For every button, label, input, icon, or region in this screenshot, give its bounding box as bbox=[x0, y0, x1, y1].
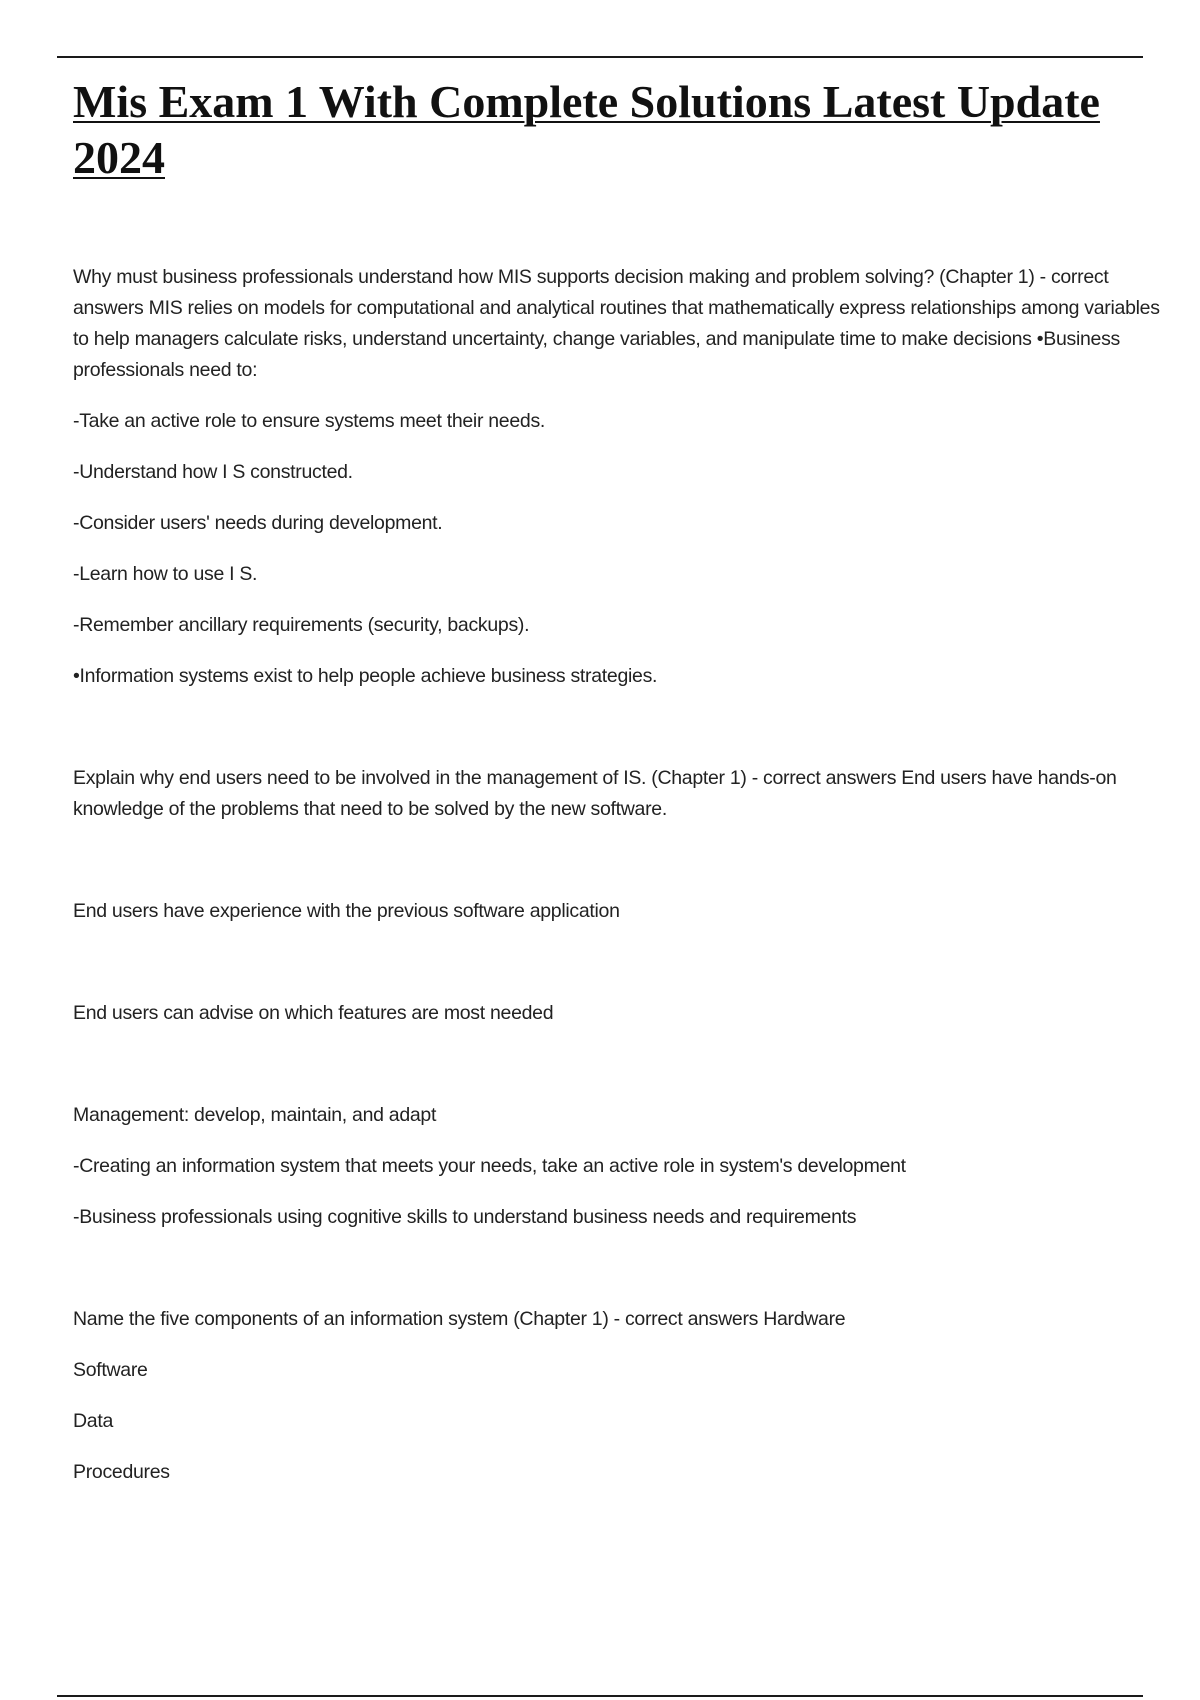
list-item: -Creating an information system that meets your needs, take an active role in system's development bbox=[73, 1155, 906, 1177]
list-item: •Information systems exist to help people achieve business strategies. bbox=[73, 665, 658, 687]
list-item: Procedures bbox=[73, 1461, 170, 1483]
list-item: -Remember ancillary requirements (security, backups). bbox=[73, 614, 530, 636]
list-item: -Understand how I S constructed. bbox=[73, 461, 353, 483]
paragraph: End users have experience with the previous software application bbox=[73, 900, 620, 922]
question-3-answer: Name the five components of an information system (Chapter 1) - correct answers Hardware bbox=[73, 1308, 846, 1330]
list-item: Software bbox=[73, 1359, 148, 1381]
document-body bbox=[73, 262, 1163, 1488]
list-item: Data bbox=[73, 1410, 113, 1432]
list-item: -Learn how to use I S. bbox=[73, 563, 258, 585]
paragraph: End users can advise on which features are most needed bbox=[73, 1002, 554, 1024]
top-divider bbox=[57, 56, 1143, 58]
bottom-divider bbox=[57, 1695, 1143, 1697]
question-1-answer: Why must business professionals understand how MIS supports decision making and problem solving? (Chapter 1) - correct answers MIS relies on models for computational and analytical routines that mathematically express relationships among variables to help managers calculate risks, understand uncertainty, change variables, and manipulate time to make decisions •Business professionals need to: bbox=[73, 266, 1160, 381]
document-title: Mis Exam 1 With Complete Solutions Latest Update 2024 bbox=[73, 76, 1100, 183]
paragraph: Management: develop, maintain, and adapt bbox=[73, 1104, 437, 1126]
list-item: -Consider users' needs during development. bbox=[73, 512, 443, 534]
list-item: -Take an active role to ensure systems meet their needs. bbox=[73, 410, 546, 432]
list-item: -Business professionals using cognitive skills to understand business needs and requirements bbox=[73, 1206, 857, 1228]
question-2-answer: Explain why end users need to be involved in the management of IS. (Chapter 1) - correct answers End users have hands-on knowledge of the problems that need to be solved by the new software. bbox=[73, 767, 1117, 820]
